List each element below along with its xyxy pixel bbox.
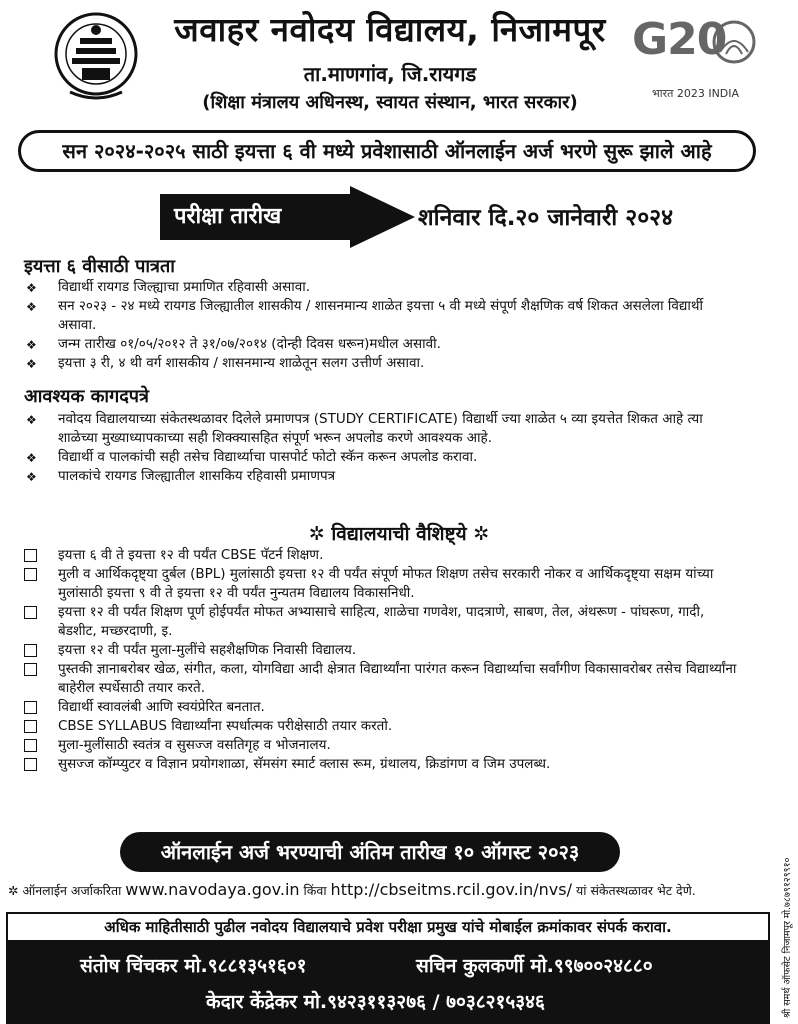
- list-item: इयत्ता ६ वी ते इयत्ता १२ वी पर्यंत CBSE पॅटर्न शिक्षण.: [22, 546, 742, 565]
- contact-person-3: केदार केंद्रेकर मो.९४२३११३२७६ / ७०३८२१५३४६: [206, 991, 545, 1013]
- diamond-bullet-icon: ❖: [26, 451, 37, 465]
- list-item: ❖ पालकांचे रायगड जिल्ह्यातील शासकिय रहिवासी प्रमाणपत्र: [26, 468, 336, 484]
- list-item: विद्यार्थी स्वावलंबी आणि स्वयंप्रेरित बनतात.: [22, 698, 742, 717]
- checkbox-square-icon: [24, 663, 37, 676]
- website-suffix: यां संकेतस्थळावर भेट देणे.: [575, 883, 696, 898]
- diamond-bullet-icon: ❖: [26, 470, 37, 484]
- website-line: [8, 880, 778, 899]
- school-location: ता.माणगांव, जि.रायगड: [303, 62, 477, 86]
- list-item: इयत्ता १२ वी पर्यंत शिक्षण पूर्ण होईपर्यंत मोफत अभ्यासाचे साहित्य, शाळेचा गणवेश, पादत्राणे, साबण, तेल, अंथरूण - पांघरूण, गादी, बेडशीट, मच्छरदाणी, इ.: [22, 603, 742, 641]
- list-item: CBSE SYLLABUS विद्यार्थ्यांना स्पर्धात्मक परीक्षेसाठी तयार करतो.: [22, 717, 742, 736]
- diamond-bullet-icon: ❖: [26, 413, 37, 427]
- list-item: ❖ नवोदय विद्यालयाच्या संकेतस्थळावर दिलेले प्रमाणपत्र (STUDY CERTIFICATE) विद्यार्थी ज्या शाळेत ५ व्या इयत्तेत शिकत आहे त्या शाळेच्या मुख्याध्यापकाच्या सही शिक्क्यासहित संपूर्ण भरून अपलोड करणे आवश्यक आहे.: [26, 411, 703, 446]
- checkbox-square-icon: [24, 568, 37, 581]
- navodaya-link[interactable]: www.navodaya.gov.in: [125, 880, 300, 899]
- checkbox-square-icon: [24, 739, 37, 752]
- list-item: ❖ जन्म तारीख ०१/०५/२०१२ ते ३१/०७/२०१४ (दोन्ही दिवस धरून)मधील असावी.: [26, 336, 441, 352]
- checkbox-square-icon: [24, 701, 37, 714]
- exam-date-arrow: [160, 186, 420, 248]
- checkbox-square-icon: [24, 720, 37, 733]
- contact-info: अधिक माहितीसाठी पुढील नवोदय विद्यालयाचे प्रवेश परीक्षा प्रमुख यांचे मोबाईल क्रमांकावर संपर्क करावा.: [6, 912, 770, 942]
- list-item: पुस्तकी ज्ञानाबरोबर खेळ, संगीत, कला, योगविद्या आदी क्षेत्रात विद्यार्थ्यांना पारंगत करून विद्यार्थ्याचा सर्वांगीण विकासावरोबर तसेच विद्यार्थ्यांना बाहेरील स्पर्धेसाठी तयार करते.: [22, 660, 742, 698]
- contact-person-1: संतोष चिंचकर मो.९८८१३५१६०१: [80, 955, 307, 977]
- list-item: इयत्ता १२ वी पर्यंत मुला-मुलींचे सहशैक्षणिक निवासी विद्यालय.: [22, 641, 742, 660]
- school-title: जवाहर नवोदय विद्यालय, निजामपूर: [174, 10, 606, 49]
- diamond-bullet-icon: ❖: [26, 300, 37, 314]
- exam-date-label: परीक्षा तारीख: [174, 204, 282, 229]
- list-item: ❖ सन २०२३ - २४ मध्ये रायगड जिल्ह्यातील शासकीय / शासनमान्य शाळेत इयत्ता ५ वी मध्ये संपूर्ण शैक्षणिक वर्ष शिकत असलेला विद्यार्थी असावा.: [26, 298, 703, 333]
- eligibility-list: [22, 278, 742, 373]
- eligibility-heading: इयत्ता ६ वीसाठी पात्रता: [24, 256, 175, 277]
- list-item: ❖ विद्यार्थी व पालकांची सही तसेच विद्यार्थ्याचा पासपोर्ट फोटो स्कॅन करून अपलोड करावा.: [26, 449, 478, 465]
- documents-list: [22, 410, 742, 486]
- navodaya-logo-icon: [52, 8, 140, 106]
- printer-credit: श्री समर्थ ऑफसेट निजामपूर मो.७८७९१२९९१०: [782, 857, 793, 1018]
- list-item: ❖ विद्यार्थी रायगड जिल्ह्याचा प्रमाणित रहिवासी असावा.: [26, 279, 311, 295]
- ministry-line: (शिक्षा मंत्रालय अधिनस्थ, स्वायत संस्थान, भारत सरकार): [202, 92, 578, 113]
- diamond-bullet-icon: ❖: [26, 281, 37, 295]
- checkbox-square-icon: [24, 606, 37, 619]
- checkbox-square-icon: [24, 549, 37, 562]
- diamond-bullet-icon: ❖: [26, 338, 37, 352]
- g20-subtitle: भारत 2023 INDIA: [652, 87, 740, 100]
- website-or: किंवा: [303, 883, 327, 898]
- exam-date-value: शनिवार दि.२० जानेवारी २०२४: [418, 205, 674, 231]
- list-item: सुसज्ज कॉम्प्युटर व विज्ञान प्रयोगशाळा, सॅमसंग स्मार्ट क्लास रूम, ग्रंथालय, क्रिडांगण व जिम उपलब्ध.: [22, 755, 742, 774]
- features-heading: ✲ विद्यालयाची वैशिष्ट्ये ✲: [308, 523, 490, 545]
- cbse-link[interactable]: http://cbseitms.rcil.gov.in/nvs/: [330, 880, 572, 899]
- g20-text: G20: [632, 14, 727, 65]
- last-date-banner: ऑनलाईन अर्ज भरण्याची अंतिम तारीख १० ऑगस्ट २०२३: [120, 832, 620, 872]
- admission-banner: सन २०२४-२०२५ साठी इयत्ता ६ वी मध्ये प्रवेशासाठी ऑनलाईन अर्ज भरणे सुरू झाले आहे: [18, 130, 756, 172]
- contact-box: [6, 912, 770, 1024]
- features-list: [22, 546, 742, 774]
- g20-logo: [632, 14, 762, 110]
- list-item: मुला-मुलींसाठी स्वतंत्र व सुसज्ज वसतिगृह व भोजनालय.: [22, 736, 742, 755]
- contact-person-2: सचिन कुलकर्णी मो.९९७००२४८८०: [416, 955, 653, 977]
- checkbox-square-icon: [24, 758, 37, 771]
- list-item: ❖ इयत्ता ३ री, ४ थी वर्ग शासकीय / शासनमान्य शाळेतून सलग उत्तीर्ण असावा.: [26, 355, 425, 371]
- diamond-bullet-icon: ❖: [26, 357, 37, 371]
- lotus-globe-icon: [710, 18, 758, 66]
- list-item: मुली व आर्थिकदृष्ट्या दुर्बल (BPL) मुलांसाठी इयत्ता १२ वी पर्यंत संपूर्ण मोफत शिक्षण तसेच सरकारी नोकर व आर्थिकदृष्ट्या सक्षम यांच्या मुलांसाठी इयत्ता ९ वी ते इयत्ता १२ वी पर्यंत नुन्यतम विद्यालय विकासनिधी.: [22, 565, 742, 603]
- website-prefix: ✲ ऑनलाईन अर्जाकरिता: [8, 883, 122, 898]
- checkbox-square-icon: [24, 644, 37, 657]
- documents-heading: आवश्यक कागदपत्रे: [24, 386, 149, 407]
